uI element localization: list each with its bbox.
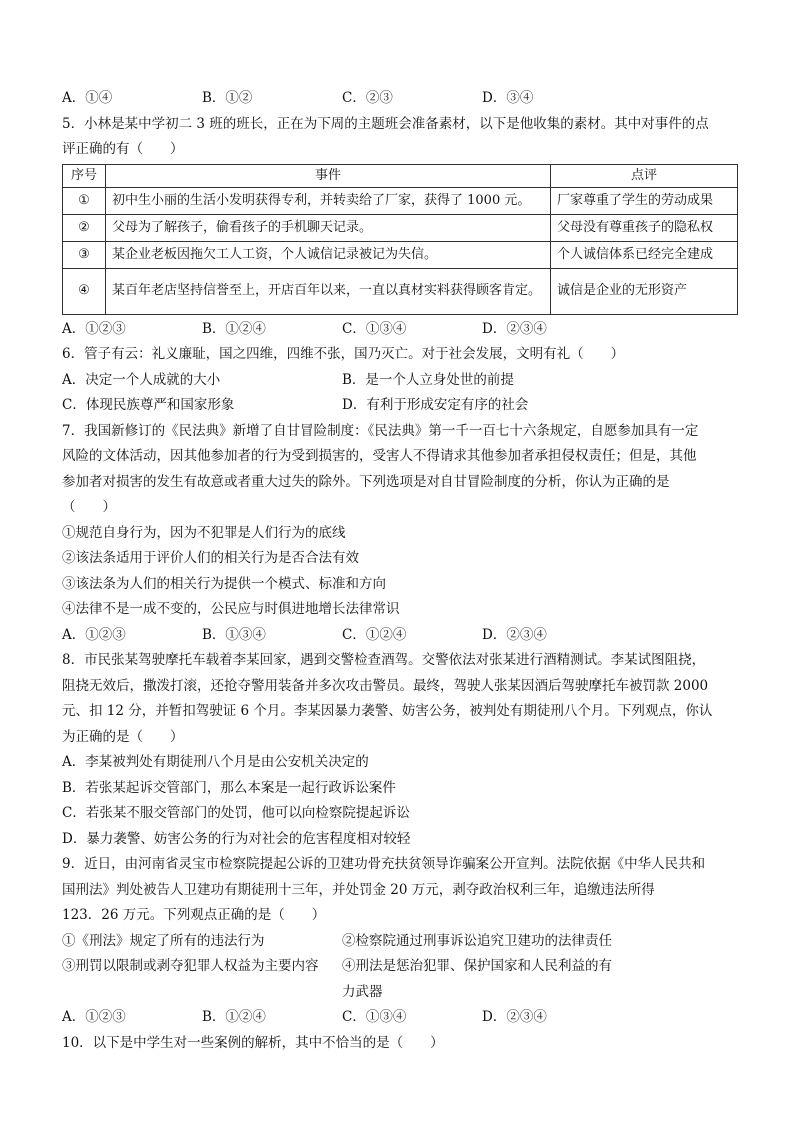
row-event: 某企业老板因拖欠工人工资，个人诚信记录被记为失信。 (106, 241, 551, 268)
table-header-event: 事件 (106, 164, 551, 187)
q9-options (62, 1005, 738, 1031)
q9-item-2: ②检察院通过刑事诉讼追究卫建功的法律责任 (342, 932, 612, 949)
table-row (63, 214, 738, 241)
q8-option-a: A．李某被判处有期徒刑八个月是由公安机关决定的 (62, 754, 369, 770)
q6-options-row2 (62, 393, 738, 419)
q9-items-row2 (62, 954, 738, 1005)
q7-option-b: B．①③④ (202, 626, 266, 643)
q7-stem-line2: 风险的文体活动，因其他参加者的行为受到损害的，受害人不得请求其他参加者承担侵权责任；但是，其他 (62, 448, 697, 464)
q7-item-1: ①规范自身行为，因为不犯罪是人们行为的底线 (62, 524, 346, 541)
table-header-comment: 点评 (551, 164, 738, 187)
row-no: ② (63, 214, 106, 241)
q5-table (62, 164, 738, 315)
row-no: ④ (63, 268, 106, 314)
q9-option-a: A．①②③ (62, 1009, 126, 1025)
q7-item-4: ④法律不是一成不变的，公民应与时俱进地增长法律常识 (62, 601, 400, 617)
q9-stem-line2: 国刑法》判处被告人卫建功有期徒刑十三年，并处罚金 20 万元，剥夺政治权利三年，追缴违法所得 (62, 881, 655, 898)
q6-option-d: D．有利于形成安定有序的社会 (342, 397, 529, 413)
q8-stem-line3: 元、扣 12 分，并暂扣驾驶证 6 个月。李某因暴力袭警、妨害公务，被判处有期徒刑八个月。下列观点，你认 (62, 703, 713, 719)
q8-stem-line1: 8．市民张某驾驶摩托车载着李某回家，遇到交警检查酒驾。交警依法对张某进行酒精测试。李某试图阻挠， (62, 652, 706, 668)
q7-stem-line1: 7．我国新修订的《民法典》新增了自甘冒险制度：《民法典》第一千一百七十六条规定，自愿参加具有一定 (62, 422, 699, 439)
q9-item-4: ④刑法是惩治犯罪、保护国家和人民利益的有力武器 (342, 958, 612, 1000)
q8-stem-line4: 为正确的是（ ） (62, 728, 184, 745)
q7-option-d: D．②③④ (482, 626, 547, 643)
q4-option-a: A．①④ (62, 90, 113, 106)
q5-option-b: B．①②④ (202, 320, 266, 337)
row-no: ① (63, 187, 106, 214)
q7-options (62, 623, 738, 649)
q9-option-b: B．①②④ (202, 1009, 266, 1025)
row-event: 父母为了解孩子，偷看孩子的手机聊天记录。 (106, 214, 551, 241)
row-comment: 厂家尊重了学生的劳动成果 (551, 187, 738, 214)
q6-option-b: B．是一个人立身处世的前提 (342, 371, 514, 388)
q9-item-1: ①《刑法》规定了所有的违法行为 (62, 932, 265, 949)
q5-stem-line2: 评正确的有（ ） (62, 141, 184, 157)
q5-option-a: A．①②③ (62, 320, 126, 337)
table-header-no: 序号 (63, 164, 106, 187)
q9-option-c: C．①③④ (342, 1009, 407, 1025)
q8-option-b: B．若张某起诉交管部门，那么本案是一起行政诉讼案件 (62, 779, 396, 796)
row-comment: 个人诚信体系已经完全建成 (551, 241, 738, 268)
q5-option-c: C．①③④ (342, 320, 407, 337)
q8-option-c: C．若张某不服交管部门的处罚，他可以向检察院提起诉讼 (62, 805, 410, 821)
row-comment: 诚信是企业的无形资产 (551, 268, 738, 314)
row-no: ③ (63, 241, 106, 268)
q7-item-2: ②该法条适用于评价人们的相关行为是否合法有效 (62, 550, 359, 566)
row-event: 初中生小丽的生活小发明获得专利，并转卖给了厂家，获得了 1000 元。 (106, 187, 551, 214)
exam-page (62, 86, 738, 1056)
q6-options-row1 (62, 368, 738, 394)
q5-stem-line1: 5．小林是某中学初二 3 班的班长，正在为下周的主题班会准备素材，以下是他收集的素材。其中对事件的点 (62, 115, 709, 132)
q6-stem: 6．管子有云：礼义廉耻，国之四维，四维不张，国乃灭亡。对于社会发展，文明有礼（ ） (62, 346, 625, 362)
q9-stem-line3: 123．26 万元。下列观点正确的是（ ） (62, 907, 326, 923)
table-row (63, 187, 738, 214)
q7-stem-line3: 参加者对损害的发生有故意或者重大过失的除外。下列选项是对自甘冒险制度的分析，你认为正确的是 (62, 473, 670, 490)
q8-stem-line2: 阻挠无效后，撒泼打滚，还抢夺警用装备并多次攻击警员。最终，驾驶人张某因酒后驾驶摩托车被罚款 2000 (62, 677, 709, 694)
q9-stem-line1: 9．近日，由河南省灵宝市检察院提起公诉的卫建功骨充扶贫领导诈骗案公开宣判。法院依据《中华人民共和 (62, 856, 706, 872)
q7-item-3: ③该法条为人们的相关行为提供一个模式、标准和方向 (62, 575, 386, 592)
q5-options (62, 317, 738, 343)
q5-option-d: D．②③④ (482, 320, 547, 337)
table-row (63, 241, 738, 268)
q8-option-d: D．暴力袭警、妨害公务的行为对社会的危害程度相对较轻 (62, 830, 411, 847)
row-comment: 父母没有尊重孩子的隐私权 (551, 214, 738, 241)
q6-option-a: A．决定一个人成就的大小 (62, 371, 221, 388)
q4-option-b: B．①② (202, 90, 253, 106)
table-row (63, 268, 738, 314)
q10-stem: 10．以下是中学生对一些案例的解析，其中不恰当的是（ ） (62, 1034, 444, 1051)
q9-option-d: D．②③④ (482, 1009, 547, 1025)
q4-options (62, 86, 738, 112)
q7-option-c: C．①②④ (342, 626, 407, 643)
q4-option-d: D．③④ (482, 90, 534, 106)
q9-item-3: ③刑罚以限制或剥夺犯罪人权益为主要内容 (62, 958, 319, 974)
q7-stem-line4: （ ） (62, 499, 116, 515)
row-event: 某百年老店坚持信誉至上，开店百年以来，一直以真材实料获得顾客肯定。 (106, 268, 551, 314)
q6-option-c: C．体现民族尊严和国家形象 (62, 397, 235, 413)
q7-option-a: A．①②③ (62, 626, 126, 643)
q9-items-row1 (62, 929, 738, 955)
q4-option-c: C．②③ (342, 90, 393, 106)
